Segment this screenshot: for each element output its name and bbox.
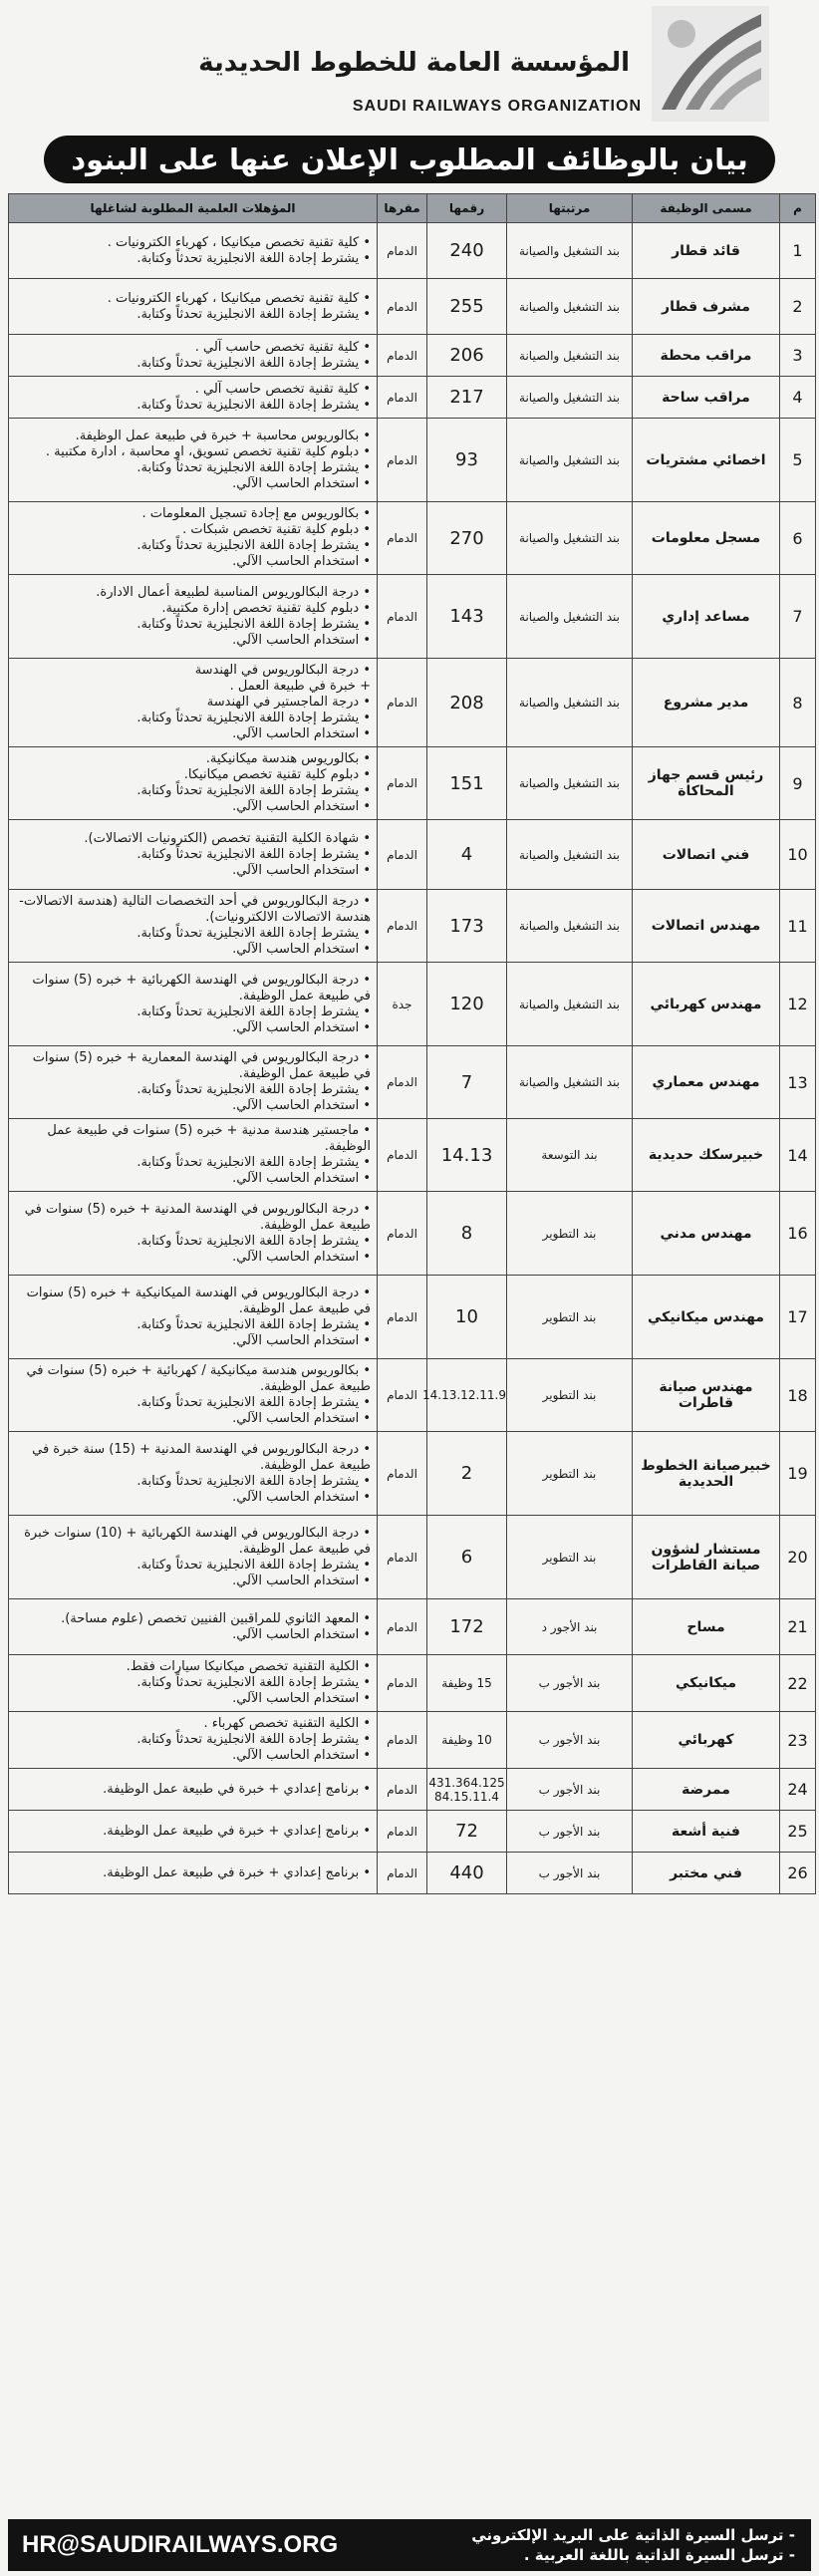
qualification-line: • استخدام الحاسب الآلي. (232, 475, 371, 491)
row-code: 15 وظيفة (427, 1655, 507, 1712)
row-qualifications (9, 659, 378, 747)
qualification-line: • استخدام الحاسب الآلي. (232, 554, 371, 569)
row-serial: 23 (780, 1712, 816, 1769)
row-job-title: ممرضة (633, 1769, 780, 1811)
row-assignment: بند التطوير (507, 1192, 633, 1276)
row-serial: 7 (780, 575, 816, 659)
qualification-line: • استخدام الحاسب الآلي. (232, 1489, 371, 1505)
row-job-title: مسجل معلومات (633, 502, 780, 575)
row-job-title: خبيرسكك حديدية (633, 1119, 780, 1192)
row-location: الدمام (378, 223, 427, 279)
row-location: الدمام (378, 1712, 427, 1769)
qualification-line: • دبلوم كلية تقنية تخصص إدارة مكتبية. (161, 600, 371, 616)
row-code: 270 (427, 502, 507, 575)
qualification-line: • بكالوريوس هندسة ميكانيكية / كهربائية + خبره (5) سنوات في طبيعة عمل الوظيفة. (26, 1363, 371, 1394)
row-serial: 19 (780, 1432, 816, 1516)
row-code: 120 (427, 963, 507, 1046)
qualification-line: • استخدام الحاسب الآلي. (232, 1691, 371, 1706)
qualification-line: • يشترط إجادة اللغة الانجليزية تحدثاً وكتابة. (136, 1316, 371, 1332)
row-location: الدمام (378, 1516, 427, 1599)
railways-logo-icon (652, 6, 769, 122)
qualification-line: • استخدام الحاسب الآلي. (232, 1411, 371, 1426)
row-qualifications (9, 335, 378, 377)
qualification-line: • استخدام الحاسب الآلي. (232, 942, 371, 957)
row-serial: 11 (780, 890, 816, 963)
qualification-line: • درجة البكالوريوس في الهندسة المدنية + (15) سنة خبرة في طبيعة عمل الوظيفة. (32, 1441, 371, 1473)
qualification-line: • استخدام الحاسب الآلي. (232, 799, 371, 814)
qualification-line: • كلية تقنية تخصص ميكانيكا ، كهرباء الكترونيات . (107, 290, 371, 306)
row-assignment: بند التشغيل والصيانة (507, 747, 633, 820)
row-code: 217 (427, 377, 507, 419)
row-assignment: بند التشغيل والصيانة (507, 963, 633, 1046)
row-serial: 1 (780, 223, 816, 279)
qualification-line: • المعهد الثانوي للمراقبين الفنيين تخصص (علوم مساحة). (61, 1610, 371, 1626)
qualification-line: • يشترط إجادة اللغة الانجليزية تحدثاً وكتابة. (136, 711, 371, 725)
table-row (9, 1712, 816, 1769)
qualification-line: • يشترط إجادة اللغة الانجليزية تحدثاً وكتابة. (136, 397, 371, 413)
row-code: 208 (427, 659, 507, 747)
row-job-title: مستشار لشؤون صيانة القاطرات (633, 1516, 780, 1599)
qualification-line: • درجة البكالوريوس في أحد التخصصات التالية (هندسة الاتصالات-هندسة الاتصالات الالكترونيات). (19, 894, 371, 925)
row-location: الدمام (378, 419, 427, 502)
row-qualifications (9, 377, 378, 419)
row-location: الدمام (378, 820, 427, 890)
row-job-title: قائد قطار (633, 223, 780, 279)
row-qualifications (9, 502, 378, 575)
table-row (9, 335, 816, 377)
qualification-line: • يشترط إجادة اللغة الانجليزية تحدثاً وكتابة. (136, 355, 371, 371)
row-assignment: بند التشغيل والصيانة (507, 377, 633, 419)
row-serial: 16 (780, 1192, 816, 1276)
row-location: الدمام (378, 1359, 427, 1432)
qualification-line: • استخدام الحاسب الآلي. (232, 632, 371, 648)
row-assignment: بند التشغيل والصيانة (507, 1046, 633, 1119)
row-qualifications (9, 1769, 378, 1811)
row-qualifications (9, 419, 378, 502)
row-job-title: مهندس ميكانيكي (633, 1276, 780, 1359)
header-serial: م (780, 194, 816, 223)
row-qualifications (9, 1655, 378, 1712)
row-job-title: خبيرصيانة الخطوط الحديدية (633, 1432, 780, 1516)
qualification-line: • يشترط إجادة اللغة الانجليزية تحدثاً وكتابة. (136, 616, 371, 632)
qualification-line: • شهادة الكلية التقنية تخصص (الكترونيات الاتصالات). (84, 830, 371, 846)
row-serial: 5 (780, 419, 816, 502)
row-code: 14.13 (427, 1119, 507, 1192)
row-code: 240 (427, 223, 507, 279)
row-assignment: بند الأجور د (507, 1599, 633, 1655)
row-assignment: بند التشغيل والصيانة (507, 419, 633, 502)
row-code: 6 (427, 1516, 507, 1599)
row-assignment: بند التشغيل والصيانة (507, 890, 633, 963)
row-location: الدمام (378, 1432, 427, 1516)
row-code: 14.13.12.11.9 (427, 1359, 507, 1432)
footer-email[interactable]: HR@SAUDIRAILWAYS.ORG (22, 2531, 339, 2558)
qualification-line: • يشترط إجادة اللغة الانجليزية تحدثاً وكتابة. (136, 459, 371, 475)
row-location: الدمام (378, 1853, 427, 1894)
table-row (9, 1516, 816, 1599)
table-row (9, 1769, 816, 1811)
row-serial: 4 (780, 377, 816, 419)
row-code: 143 (427, 575, 507, 659)
row-qualifications (9, 747, 378, 820)
row-assignment: بند التطوير (507, 1276, 633, 1359)
qualification-line: • بكالوريوس مع إجادة تسجيل المعلومات . (141, 506, 371, 521)
qualification-line: • درجة الماجستير في الهندسة (206, 695, 371, 710)
org-name-arabic: المؤسسة العامة للخطوط الحديدية (198, 48, 630, 78)
qualification-line: • استخدام الحاسب الآلي. (232, 726, 371, 741)
qualification-line: • بكالوريوس محاسبة + خبرة في طبيعة عمل الوظيفة. (75, 428, 371, 443)
row-location: الدمام (378, 1192, 427, 1276)
qualification-line: + خبرة في طبيعة العمل . (229, 679, 371, 694)
row-serial: 10 (780, 820, 816, 890)
qualification-line: • برنامج إعدادي + خبرة في طبيعة عمل الوظيفة. (103, 1864, 371, 1880)
row-assignment: بند التشغيل والصيانة (507, 335, 633, 377)
qualification-line: • يشترط إجادة اللغة الانجليزية تحدثاً وكتابة. (136, 1473, 371, 1489)
header-assignment: مرتبتها (507, 194, 633, 223)
table-row (9, 1853, 816, 1894)
qualification-line: • يشترط إجادة اللغة الانجليزية تحدثاً وكتابة. (136, 1155, 371, 1170)
qualification-line: • يشترط إجادة اللغة الانجليزية تحدثاً وكتابة. (136, 1732, 371, 1747)
qualification-line: • درجة البكالوريوس المناسبة لطبيعة أعمال الادارة. (96, 584, 371, 600)
qualification-line: • يشترط إجادة اللغة الانجليزية تحدثاً وكتابة. (136, 1003, 371, 1019)
row-serial: 26 (780, 1853, 816, 1894)
row-assignment: بند الأجور ب (507, 1769, 633, 1811)
row-assignment: بند التطوير (507, 1516, 633, 1599)
row-serial: 2 (780, 279, 816, 335)
row-job-title: فني مختبر (633, 1853, 780, 1894)
table-row (9, 377, 816, 419)
row-assignment: بند التشغيل والصيانة (507, 223, 633, 279)
qualification-line: • درجة البكالوريوس في الهندسة الميكانيكية + خبره (5) سنوات في طبيعة عمل الوظيفة. (26, 1285, 371, 1316)
table-row (9, 502, 816, 575)
row-location: الدمام (378, 1119, 427, 1192)
row-qualifications (9, 1359, 378, 1432)
row-job-title: مدير مشروع (633, 659, 780, 747)
row-job-title: مهندس معماري (633, 1046, 780, 1119)
qualification-line: • يشترط إجادة اللغة الانجليزية تحدثاً وكتابة. (136, 250, 371, 266)
qualification-line: • يشترط إجادة اللغة الانجليزية تحدثاً وكتابة. (136, 1675, 371, 1690)
row-code: 4 (427, 820, 507, 890)
qualification-line: • درجة البكالوريوس في الهندسة المدنية + خبره (5) سنوات في طبيعة عمل الوظيفة. (24, 1201, 371, 1233)
row-qualifications (9, 1712, 378, 1769)
table-row (9, 1359, 816, 1432)
row-assignment: بند الأجور ب (507, 1712, 633, 1769)
row-serial: 6 (780, 502, 816, 575)
qualification-line: • الكلية التقنية تخصص كهرباء . (203, 1716, 371, 1731)
row-serial: 22 (780, 1655, 816, 1712)
jobs-table (8, 193, 816, 1894)
table-row (9, 1811, 816, 1853)
row-job-title: مهندس كهربائي (633, 963, 780, 1046)
qualification-line: • استخدام الحاسب الآلي. (232, 1573, 371, 1588)
table-header-row (9, 194, 816, 223)
row-location: الدمام (378, 575, 427, 659)
row-code: 8 (427, 1192, 507, 1276)
row-qualifications (9, 1046, 378, 1119)
row-qualifications (9, 890, 378, 963)
row-job-title: مساح (633, 1599, 780, 1655)
row-assignment: بند التطوير (507, 1432, 633, 1516)
row-serial: 21 (780, 1599, 816, 1655)
qualification-line: • دبلوم كلية تقنية تخصص ميكانيكا. (183, 767, 371, 782)
row-serial: 18 (780, 1359, 816, 1432)
qualification-line: • بكالوريوس هندسة ميكانيكية. (205, 751, 371, 766)
qualification-line: • استخدام الحاسب الآلي. (232, 1332, 371, 1348)
table-row (9, 1655, 816, 1712)
row-assignment: بند التشغيل والصيانة (507, 659, 633, 747)
qualification-line: • استخدام الحاسب الآلي. (232, 862, 371, 878)
row-assignment: بند التشغيل والصيانة (507, 820, 633, 890)
row-serial: 13 (780, 1046, 816, 1119)
row-qualifications (9, 963, 378, 1046)
row-qualifications (9, 1192, 378, 1276)
header-code: رقمها (427, 194, 507, 223)
table-row (9, 659, 816, 747)
org-name-english: SAUDI RAILWAYS ORGANIZATION (352, 98, 642, 115)
row-code: 173 (427, 890, 507, 963)
jobs-table-container (8, 193, 815, 1894)
row-serial: 9 (780, 747, 816, 820)
row-serial: 17 (780, 1276, 816, 1359)
row-assignment: بند التوسعة (507, 1119, 633, 1192)
row-serial: 20 (780, 1516, 816, 1599)
qualification-line: • ماجستير هندسة مدنية + خبره (5) سنوات في طبيعة عمل الوظيفة. (47, 1123, 371, 1154)
qualification-line: • درجة البكالوريوس في الهندسة المعمارية + خبره (5) سنوات في طبيعة عمل الوظيفة. (32, 1050, 371, 1081)
row-location: الدمام (378, 1276, 427, 1359)
qualification-line: • يشترط إجادة اللغة الانجليزية تحدثاً وكتابة. (136, 1395, 371, 1410)
qualification-line: • كلية تقنية تخصص ميكانيكا ، كهرباء الكترونيات . (107, 234, 371, 250)
row-qualifications (9, 575, 378, 659)
row-job-title: كهربائي (633, 1712, 780, 1769)
row-qualifications (9, 223, 378, 279)
table-row (9, 820, 816, 890)
qualification-line: • يشترط إجادة اللغة الانجليزية تحدثاً وكتابة. (136, 846, 371, 862)
row-job-title: مهندس صيانة قاطرات (633, 1359, 780, 1432)
row-job-title: مشرف قطار (633, 279, 780, 335)
table-row (9, 963, 816, 1046)
row-code: 72 (427, 1811, 507, 1853)
row-assignment: بند الأجور ب (507, 1655, 633, 1712)
row-serial: 25 (780, 1811, 816, 1853)
footer-line-2: - ترسل السيرة الذاتية باللغة العربية . (523, 2546, 795, 2564)
table-body (9, 223, 816, 1894)
table-row (9, 890, 816, 963)
qualification-line: • يشترط إجادة اللغة الانجليزية تحدثاً وكتابة. (136, 1082, 371, 1097)
row-code: 93 (427, 419, 507, 502)
row-location: الدمام (378, 1599, 427, 1655)
row-job-title: اخصائي مشتريات (633, 419, 780, 502)
row-code: 2 (427, 1432, 507, 1516)
row-location: الدمام (378, 502, 427, 575)
row-location: الدمام (378, 659, 427, 747)
header-job-title: مسمى الوظيفة (633, 194, 780, 223)
row-location: الدمام (378, 1046, 427, 1119)
table-row (9, 419, 816, 502)
qualification-line: • يشترط إجادة اللغة الانجليزية تحدثاً وكتابة. (136, 1233, 371, 1249)
row-assignment: بند التشغيل والصيانة (507, 502, 633, 575)
row-job-title: مراقب محطة (633, 335, 780, 377)
row-location: الدمام (378, 279, 427, 335)
footer-instructions (471, 2525, 795, 2565)
row-code: 7 (427, 1046, 507, 1119)
qualification-line: • برنامج إعدادي + خبرة في طبيعة عمل الوظيفة. (103, 1781, 371, 1797)
row-code: 151 (427, 747, 507, 820)
row-job-title: فنية أشعة (633, 1811, 780, 1853)
qualification-line: • استخدام الحاسب الآلي. (232, 1249, 371, 1265)
qualification-line: • درجة البكالوريوس في الهندسة (194, 663, 371, 678)
row-qualifications (9, 820, 378, 890)
row-location: الدمام (378, 377, 427, 419)
qualification-line: • درجة البكالوريوس في الهندسة الكهربائية + (10) سنوات خبرة في طبيعة عمل الوظيفة. (24, 1525, 371, 1557)
row-qualifications (9, 1811, 378, 1853)
qualification-line: • برنامج إعدادي + خبرة في طبيعة عمل الوظيفة. (103, 1823, 371, 1839)
page-title: بيان بالوظائف المطلوب الإعلان عنها على البنود (44, 136, 775, 183)
row-job-title: رئيس قسم جهاز المحاكاة (633, 747, 780, 820)
row-qualifications (9, 1432, 378, 1516)
row-serial: 3 (780, 335, 816, 377)
row-location: الدمام (378, 1655, 427, 1712)
row-code: 431.364.125 84.15.11.4 (427, 1769, 507, 1811)
row-job-title: مراقب ساحة (633, 377, 780, 419)
row-qualifications (9, 279, 378, 335)
table-row (9, 1192, 816, 1276)
footer-line-1: - ترسل السيرة الذاتية على البريد الإلكتروني (471, 2526, 795, 2544)
qualification-line: • دبلوم كلية تقنية تخصص تسويق، او محاسبة ، ادارة مكتبية . (45, 443, 371, 459)
header (0, 0, 819, 128)
qualification-line: • يشترط إجادة اللغة الانجليزية تحدثاً وكتابة. (136, 1557, 371, 1573)
row-code: 255 (427, 279, 507, 335)
qualification-line: • دبلوم كلية تقنية تخصص شبكات . (182, 522, 371, 537)
row-location: الدمام (378, 335, 427, 377)
qualification-line: • كلية تقنية تخصص حاسب آلي . (194, 339, 371, 355)
row-qualifications (9, 1516, 378, 1599)
row-qualifications (9, 1599, 378, 1655)
qualification-line: • استخدام الحاسب الآلي. (232, 1626, 371, 1642)
table-row (9, 1432, 816, 1516)
table-row (9, 279, 816, 335)
row-location: الدمام (378, 747, 427, 820)
row-code: 440 (427, 1853, 507, 1894)
qualification-line: • يشترط إجادة اللغة الانجليزية تحدثاً وكتابة. (136, 538, 371, 553)
table-row (9, 1119, 816, 1192)
row-code: 206 (427, 335, 507, 377)
qualification-line: • درجة البكالوريوس في الهندسة الكهربائية + خبره (5) سنوات في طبيعة عمل الوظيفة. (32, 972, 371, 1003)
row-assignment: بند الأجور ب (507, 1811, 633, 1853)
table-row (9, 575, 816, 659)
row-location: الدمام (378, 1811, 427, 1853)
row-serial: 24 (780, 1769, 816, 1811)
row-serial: 8 (780, 659, 816, 747)
table-row (9, 1046, 816, 1119)
table-row (9, 1599, 816, 1655)
table-row (9, 1276, 816, 1359)
row-assignment: بند التشغيل والصيانة (507, 279, 633, 335)
row-location: الدمام (378, 1769, 427, 1811)
row-job-title: مساعد إداري (633, 575, 780, 659)
row-serial: 12 (780, 963, 816, 1046)
row-job-title: مهندس اتصالات (633, 890, 780, 963)
qualification-line: • كلية تقنية تخصص حاسب آلي . (194, 381, 371, 397)
row-qualifications (9, 1853, 378, 1894)
row-serial: 14 (780, 1119, 816, 1192)
qualification-line: • يشترط إجادة اللغة الانجليزية تحدثاً وكتابة. (136, 306, 371, 322)
qualification-line: • استخدام الحاسب الآلي. (232, 1019, 371, 1035)
row-assignment: بند الأجور ب (507, 1853, 633, 1894)
row-location: الدمام (378, 890, 427, 963)
row-assignment: بند التطوير (507, 1359, 633, 1432)
row-code: 10 (427, 1276, 507, 1359)
row-location: جدة (378, 963, 427, 1046)
row-qualifications (9, 1276, 378, 1359)
row-assignment: بند التشغيل والصيانة (507, 575, 633, 659)
header-location: مقرها (378, 194, 427, 223)
row-code: 172 (427, 1599, 507, 1655)
row-job-title: فني اتصالات (633, 820, 780, 890)
row-job-title: ميكانيكي (633, 1655, 780, 1712)
qualification-line: • الكلية التقنية تخصص ميكانيكا سيارات فقط. (126, 1659, 371, 1674)
header-qualifications: المؤهلات العلمية المطلوبة لشاغلها (9, 194, 378, 223)
qualification-line: • استخدام الحاسب الآلي. (232, 1098, 371, 1113)
qualification-line: • يشترط إجادة اللغة الانجليزية تحدثاً وكتابة. (136, 926, 371, 941)
footer (8, 2519, 811, 2571)
row-code: 10 وظيفة (427, 1712, 507, 1769)
table-row (9, 223, 816, 279)
table-row (9, 747, 816, 820)
qualification-line: • استخدام الحاسب الآلي. (232, 1171, 371, 1186)
qualification-line: • استخدام الحاسب الآلي. (232, 1748, 371, 1763)
qualification-line: • يشترط إجادة اللغة الانجليزية تحدثاً وكتابة. (136, 783, 371, 798)
row-qualifications (9, 1119, 378, 1192)
row-job-title: مهندس مدني (633, 1192, 780, 1276)
